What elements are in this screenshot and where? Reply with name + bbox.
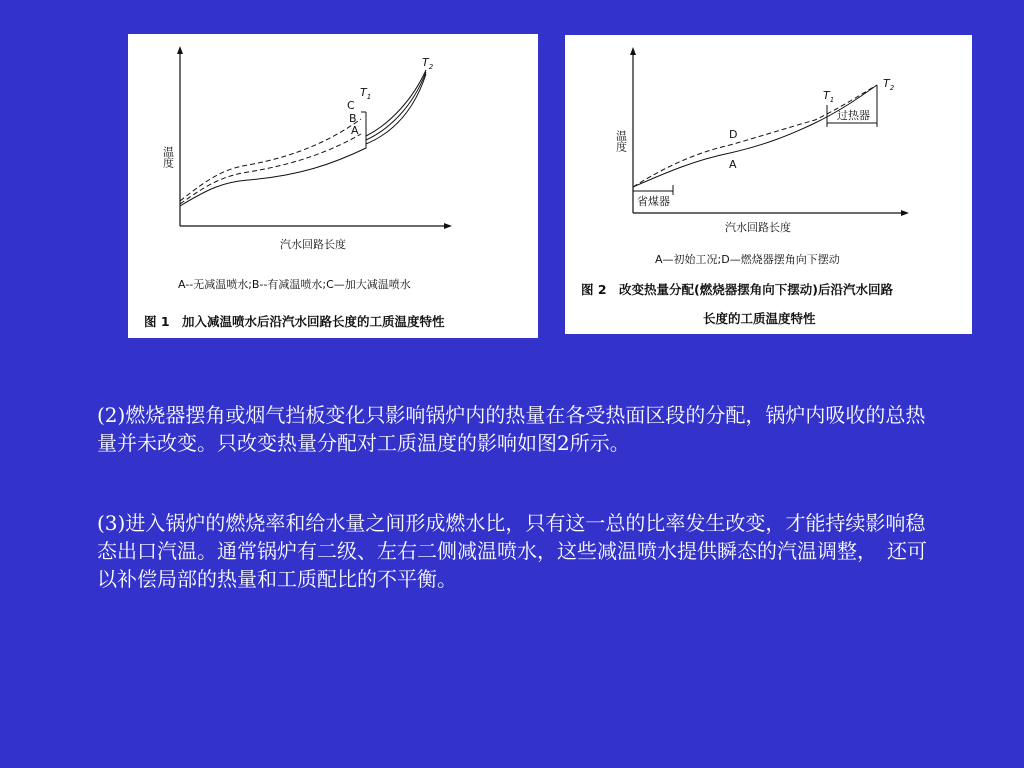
curve-a [180,144,366,206]
t1-label: $T_1$ [360,86,372,101]
curve-after-spray-3 [366,70,426,136]
y-axis-label: 温度 [614,130,628,152]
curve-after-spray-2 [366,72,426,140]
curve-a [633,85,877,187]
curve-b [180,134,361,204]
y-axis-label: 温度 [161,146,175,168]
x-axis-label: 汽水回路长度 [725,221,791,234]
figure-2-caption-line-1: 图 2 改变热量分配(燃烧器摆角向下摆动)后沿汽水回路 [581,282,893,297]
t2-label: $T_2$ [883,77,895,92]
t2-label: $T_2$ [422,56,434,71]
figure-2-legend: A—初始工况;D—燃烧器摆角向下摆动 [655,253,840,266]
figure-1-legend: A--无减温喷水;B--有减温喷水;C—加大减温喷水 [178,278,411,291]
paragraph-3: (3)进入锅炉的燃烧率和给水量之间形成燃水比，只有这一总的比率发生改变，才能持续影响稳态出口汽温。通常锅炉有二级、左右二侧减温喷水，这些减温喷水提供瞬态的汽温调整， 还可以补偿局部的热量和工质配比的不平衡。 [97,511,927,591]
curve-c-label: C [347,99,355,112]
figure-2-caption-line-2: 长度的工质温度特性 [703,311,816,326]
economizer-label: 省煤器 [637,195,670,208]
curve-a-label: A [351,124,359,137]
curve-c [180,119,361,201]
superheater-label: 过热器 [837,109,870,122]
x-axis-label: 汽水回路长度 [280,238,346,251]
figure-2 [565,35,972,334]
figure-1-caption: 图 1 加入减温喷水后沿汽水回路长度的工质温度特性 [144,314,445,329]
x-axis-arrow [444,223,452,229]
figure-2-graphic [565,35,972,334]
curve-d-label: D [729,128,738,141]
y-axis-arrow [177,46,183,54]
figure-1-graphic [128,34,538,338]
curve-after-spray-1 [366,74,426,144]
figure-1 [128,34,538,338]
t1-label: $T_1$ [823,89,835,104]
paragraph-2: (2)燃烧器摆角或烟气挡板变化只影响锅炉内的热量在各受热面区段的分配，锅炉内吸收的总热量并未改变。只改变热量分配对工质温度的影响如图2所示。 [97,403,926,455]
curve-a-label: A [729,158,737,171]
curve-b-label: B [349,112,357,125]
